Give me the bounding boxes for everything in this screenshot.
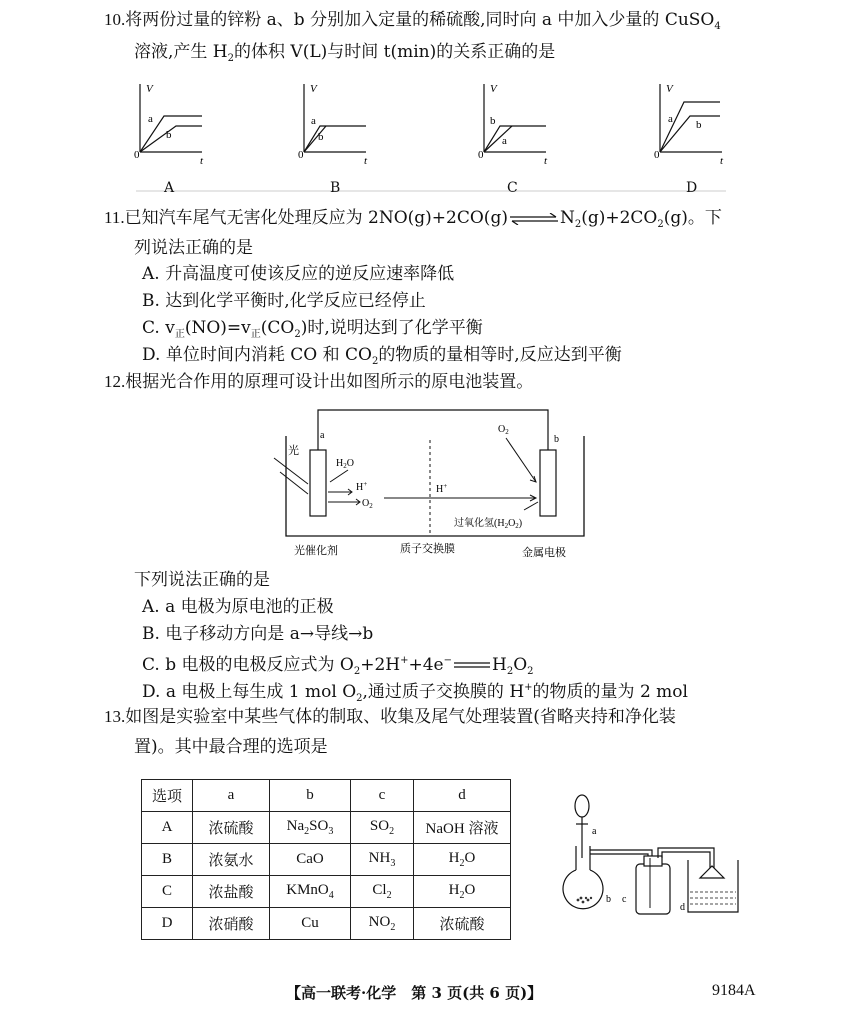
svg-text:b: b	[490, 115, 496, 127]
svg-text:V: V	[146, 83, 153, 95]
q11-option-c: C. $v_正(NO)=v_正(CO_2)$时,说明达到了化学平衡	[142, 318, 483, 340]
formula-h2o: $H_2O$	[414, 876, 511, 908]
svg-text:O2: $O_2$	[362, 498, 373, 510]
svg-text:0: 0	[298, 149, 304, 161]
q11-option-b: B. 达到化学平衡时,化学反应已经停止	[142, 291, 426, 311]
svg-text:a: a	[320, 430, 325, 441]
svg-text:b: b	[696, 119, 702, 131]
graph-b	[298, 83, 368, 167]
svg-text:t: t	[364, 155, 368, 167]
graph-label-a: A	[164, 180, 175, 196]
table-row: A 浓硫酸 $Na_2SO_3$ $SO_2$ NaOH 溶液	[142, 812, 511, 844]
graph-label-c: C	[507, 180, 518, 196]
svg-text:光: 光	[288, 445, 299, 457]
svg-text:H2O: $H_2O$	[336, 458, 354, 470]
svg-text:c: c	[622, 894, 627, 905]
q12-line1: 12.根据光合作用的原理可设计出如图所示的原电池装置。	[104, 372, 534, 392]
svg-text:光催化剂: 光催化剂	[294, 545, 338, 557]
q12-cell-diagram	[272, 398, 612, 568]
svg-text:a: a	[668, 113, 673, 125]
graph-c	[478, 83, 548, 167]
q13-line2: 置)。其中最合理的选项是	[134, 737, 328, 757]
table-row: B 浓氨水 CaO $NH_3$ $H_2O$	[142, 844, 511, 876]
svg-text:质子交换膜: 质子交换膜	[400, 543, 455, 555]
q13-options-table	[141, 779, 511, 940]
svg-text:a: a	[502, 135, 507, 147]
q12-option-a: A. a 电极为原电池的正极	[142, 597, 334, 617]
svg-text:d: d	[680, 902, 685, 913]
q12-prompt: 下列说法正确的是	[134, 570, 270, 590]
svg-text:过氧化氢(H2O2): 过氧化氢$(H_2O_2)$	[454, 518, 523, 530]
svg-text:0: 0	[478, 149, 484, 161]
q10-line1: 10.将两份过量的锌粉 a、b 分别加入定量的稀硫酸,同时向 a 中加入少量的 CuSO$_4$	[104, 10, 721, 32]
q11-line2: 列说法正确的是	[134, 238, 253, 258]
page-footer: 【高一联考·化学 第 3 页(共 6 页)】	[286, 984, 543, 1002]
q11-option-d: D. 单位时间内消耗 CO 和 $CO_2$的物质的量相等时,反应达到平衡	[142, 345, 622, 367]
formula-so2: $SO_2$	[351, 812, 414, 844]
table-row: C 浓盐酸 KMnO$_4$ $Cl_2$ $H_2O$	[142, 876, 511, 908]
svg-text:t: t	[200, 155, 204, 167]
table-header-row: 选项 a b c d	[142, 780, 511, 812]
svg-text:a: a	[311, 115, 316, 127]
table-row: D 浓硝酸 Cu $NO_2$ 浓硫酸	[142, 908, 511, 940]
svg-text:t: t	[720, 155, 724, 167]
svg-text:a: a	[148, 113, 153, 125]
svg-text:b: b	[318, 131, 324, 143]
q10-line2: 溶液,产生 $H_2$的体积 V(L)与时间 t(min)的关系正确的是	[134, 42, 556, 64]
q12-option-b: B. 电子移动方向是 a→导线→b	[142, 624, 374, 644]
formula-na2so3: $Na_2SO_3$	[270, 812, 351, 844]
q11-option-a: A. 升高温度可使该反应的逆反应速率降低	[142, 264, 455, 284]
q10-graphs	[0, 76, 860, 196]
svg-text:0: 0	[654, 149, 660, 161]
svg-text:金属电极: 金属电极	[522, 547, 566, 559]
svg-text:H+: H+	[356, 480, 368, 493]
svg-text:b: b	[166, 129, 172, 141]
graph-a	[134, 83, 204, 167]
graph-label-d: D	[686, 180, 698, 196]
formula-nh3: $NH_3$	[351, 844, 414, 876]
formula-no2: $NO_2$	[351, 908, 414, 940]
svg-text:b: b	[554, 434, 559, 445]
q12-option-d: D. a 电极上每生成 1 mol $O_2$,通过质子交换膜的 H+的物质的量为 2 mol	[142, 682, 688, 704]
q13-apparatus-diagram	[560, 788, 750, 918]
graph-d	[654, 83, 724, 167]
formula-cl2: $Cl_2$	[351, 876, 414, 908]
svg-text:b: b	[606, 894, 611, 905]
q12-option-c: C. b 电极的电极反应式为 $O_2+2H^++4e^-$ $H_2O_2$	[142, 655, 534, 677]
svg-text:V: V	[666, 83, 673, 95]
q11-line1: 11.已知汽车尾气无害化处理反应为 2NO(g)+2CO(g) $N_2(g)+2CO_2(g)$。下	[104, 208, 722, 230]
equilibrium-arrow-icon	[508, 211, 560, 223]
svg-text:a: a	[592, 826, 597, 837]
paper-code: 9184A	[712, 982, 756, 999]
svg-text:H+: H+	[436, 482, 448, 495]
q13-line1: 13.如图是实验室中某些气体的制取、收集及尾气处理装置(省略夹持和净化装	[104, 707, 676, 727]
svg-text:t: t	[544, 155, 548, 167]
formula-kmno4: KMnO$_4$	[270, 876, 351, 908]
svg-text:V: V	[490, 83, 497, 95]
svg-text:V: V	[310, 83, 317, 95]
svg-text:0: 0	[134, 149, 140, 161]
graph-label-b: B	[330, 180, 341, 196]
svg-text:O2: $O_2$	[498, 424, 509, 436]
formula-h2o: $H_2O$	[414, 844, 511, 876]
equals-arrow-icon	[452, 660, 492, 670]
